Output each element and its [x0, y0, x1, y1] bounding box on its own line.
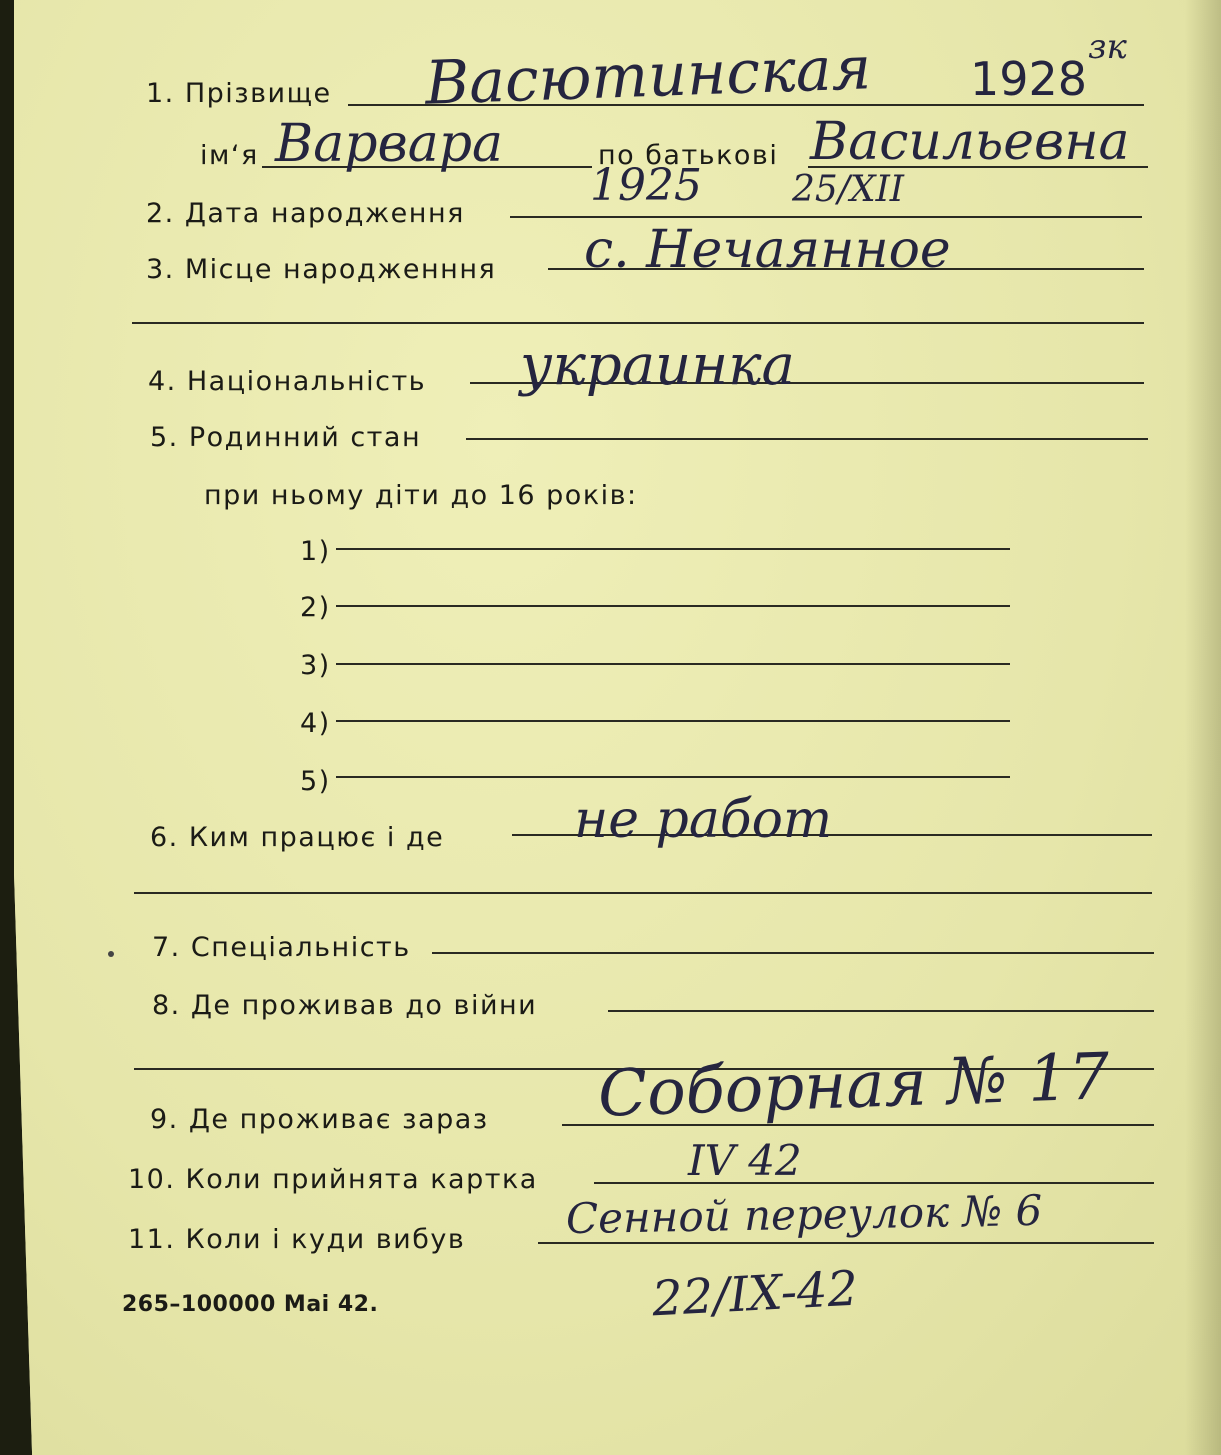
child-3-label: 3) — [300, 650, 331, 681]
surname-value: Васютинская — [423, 33, 873, 119]
child-1-label: 1) — [300, 536, 331, 567]
birth-place-label: 3. Місце народженння — [146, 254, 497, 285]
birth-date-label: 2. Дата народження — [146, 198, 465, 229]
surname-mark: зк — [1088, 27, 1127, 67]
current-residence-value: Соборная № 17 — [596, 1040, 1111, 1132]
first-name-value: Варвара — [275, 114, 504, 174]
child-4-line — [336, 720, 1010, 722]
patronymic-value: Васильевна — [810, 112, 1130, 172]
children-heading: при ньому діти до 16 років: — [204, 480, 638, 511]
occupation-label: 6. Ким працює і де — [150, 822, 445, 853]
birth-date-line — [510, 216, 1142, 218]
departure-place-value: Сенной переулок № 6 — [565, 1185, 1043, 1244]
child-2-line — [336, 605, 1010, 607]
prewar-residence-label: 8. Де проживав до війни — [152, 990, 538, 1021]
specialty-label: 7. Спеціальність — [152, 932, 411, 963]
departure-line — [538, 1242, 1154, 1244]
child-3-line — [336, 663, 1010, 665]
child-2-label: 2) — [300, 592, 331, 623]
paper-edge-shadow — [1185, 0, 1221, 1455]
departure-date-value: 22/IX-42 — [650, 1260, 860, 1328]
prewar-residence-line — [608, 1010, 1154, 1012]
patronymic-label: по батькові — [598, 140, 779, 171]
card-accepted-line — [594, 1182, 1154, 1184]
nationality-value: украинка — [520, 333, 795, 398]
card-accepted-value: IV 42 — [688, 1136, 802, 1185]
current-residence-label: 9. Де проживає зараз — [150, 1104, 489, 1135]
child-5-label: 5) — [300, 766, 331, 797]
child-5-line — [336, 776, 1010, 778]
first-name-label: ім‘я — [200, 140, 259, 171]
departure-label: 11. Коли і куди вибув — [128, 1224, 466, 1255]
child-1-line — [336, 548, 1010, 550]
marital-status-line — [466, 438, 1148, 440]
occupation-line-2 — [134, 892, 1152, 894]
nationality-label: 4. Національність — [148, 366, 427, 397]
occupation-value: не работ — [574, 790, 833, 850]
birth-day-value: 25/XII — [792, 169, 905, 210]
print-run-footer: 265–100000 Mai 42. — [122, 1292, 379, 1317]
specialty-line — [432, 952, 1154, 954]
paper-speck — [108, 951, 114, 957]
surname-label: 1. Прізвище — [146, 78, 332, 109]
birth-place-value: с. Нечаянное — [584, 220, 951, 280]
surname-year: 1928 — [970, 52, 1088, 106]
card-accepted-label: 10. Коли прийнята картка — [128, 1164, 538, 1195]
child-4-label: 4) — [300, 708, 331, 739]
birth-year-value: 1925 — [590, 160, 702, 211]
marital-status-label: 5. Родинний стан — [150, 422, 422, 453]
birth-place-line-2 — [132, 322, 1144, 324]
